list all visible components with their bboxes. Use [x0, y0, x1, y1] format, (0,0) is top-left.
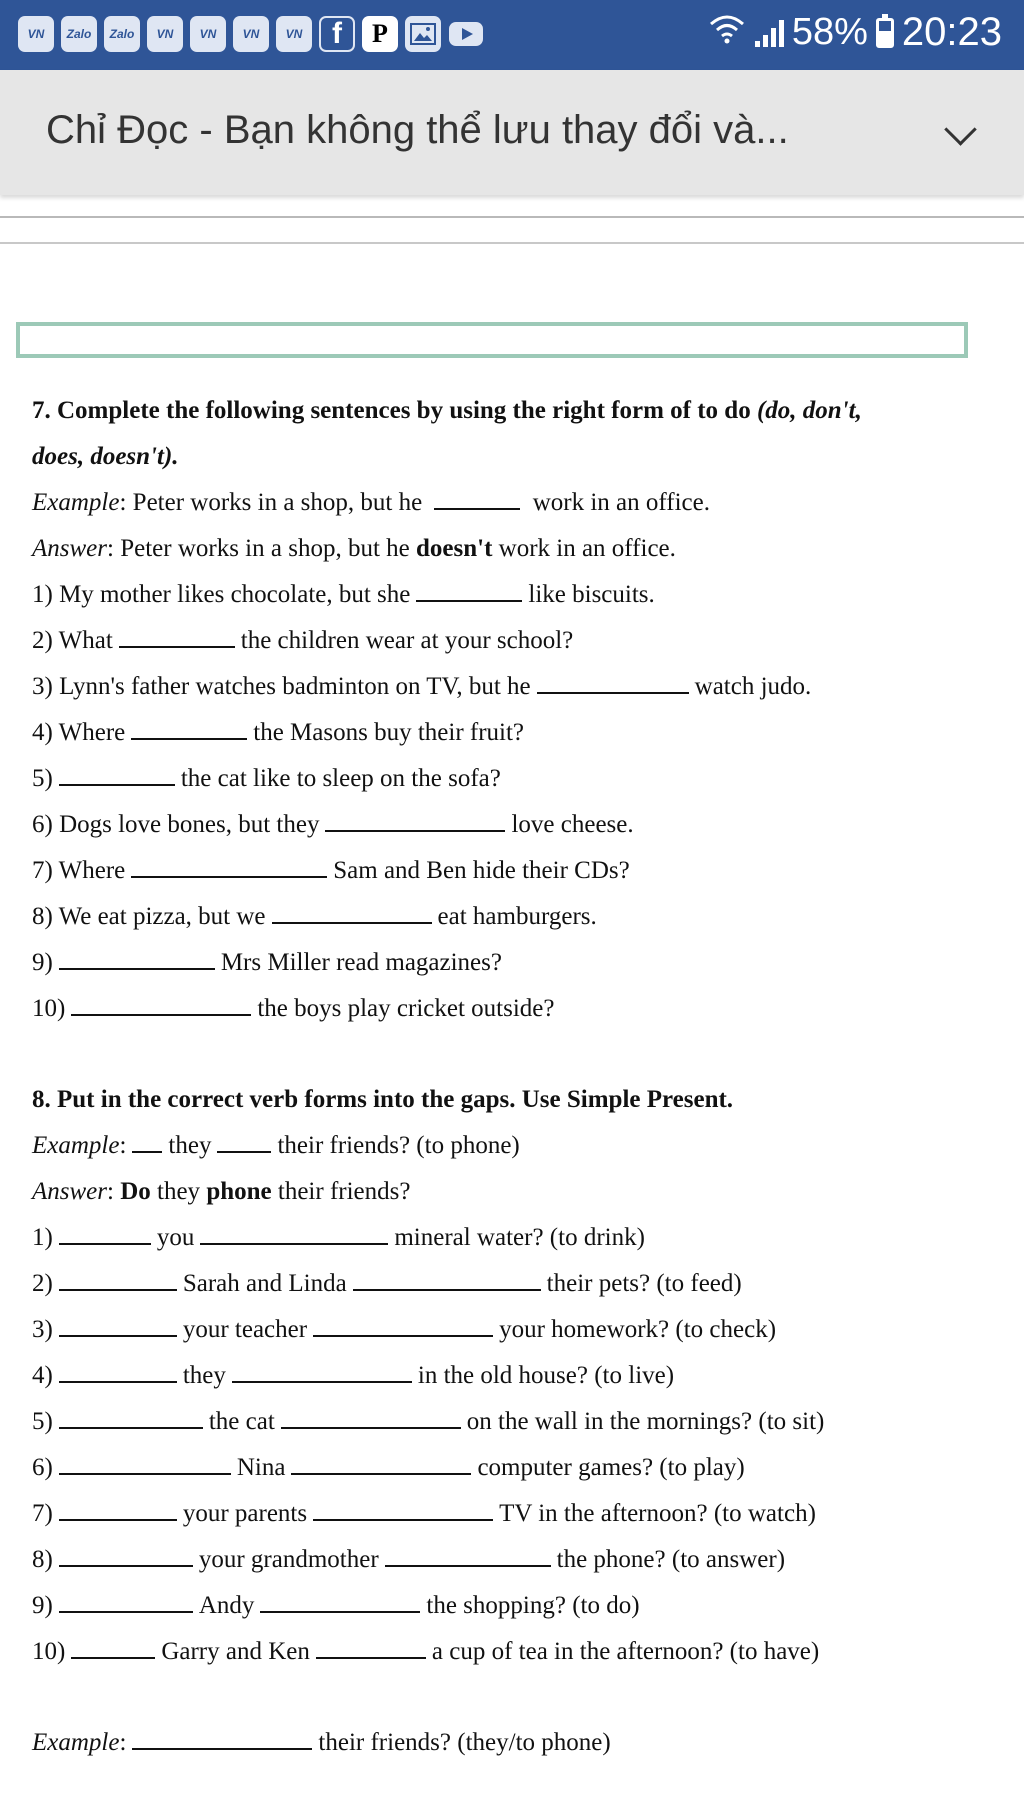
divider [0, 242, 1024, 244]
list-item: 5) the cat on the wall in the mornings? (to sit) [32, 1408, 825, 1435]
vn-news-icon: VN [147, 16, 183, 52]
battery-percentage: 58% [791, 11, 868, 53]
notification-icons [18, 16, 484, 52]
battery-icon [876, 18, 894, 48]
banner-title: Chỉ Đọc - Bạn không thể lưu thay đổi và... [46, 108, 789, 152]
text-box-border [16, 322, 968, 358]
list-item: 3) Lynn's father watches badminton on TV, but he watch judo. [32, 673, 812, 700]
list-item: 1) you mineral water? (to drink) [32, 1224, 645, 1251]
exercise-7-title: 7. Complete the following sentences by using the right form of to do (do, don't, [32, 397, 862, 424]
exercise-8-answer: Answer: Do they phone their friends? [32, 1178, 411, 1205]
status-indicators [707, 10, 1002, 55]
facebook-icon: f [319, 16, 355, 52]
vn-news-icon: VN [276, 16, 312, 52]
status-bar [0, 0, 1024, 70]
vn-news-icon: VN [233, 16, 269, 52]
list-item: 2) Sarah and Linda their pets? (to feed) [32, 1270, 742, 1297]
divider [0, 216, 1024, 218]
list-item: 2) What the children wear at your school? [32, 627, 574, 654]
read-only-banner[interactable] [0, 70, 1024, 195]
zalo-icon: Zalo [104, 16, 140, 52]
wifi-icon [707, 14, 747, 52]
zalo-icon: Zalo [61, 16, 97, 52]
list-item: 8) We eat pizza, but we eat hamburgers. [32, 903, 597, 930]
exercise-9-example: Example: their friends? (they/to phone) [32, 1729, 611, 1756]
list-item: 1) My mother likes chocolate, but she like biscuits. [32, 581, 655, 608]
list-item: 10) the boys play cricket outside? [32, 995, 555, 1022]
exercise-8-example: Example: they their friends? (to phone) [32, 1132, 520, 1159]
list-item: 6) Nina computer games? (to play) [32, 1454, 745, 1481]
vn-news-icon: VN [18, 16, 54, 52]
exercise-8-title: 8. Put in the correct verb forms into the gaps. Use Simple Present. [32, 1086, 734, 1113]
vn-news-icon: VN [190, 16, 226, 52]
signal-icon [755, 19, 784, 47]
exercise-7-title-cont: does, doesn't). [32, 443, 179, 470]
clock: 20:23 [901, 10, 1002, 54]
exercise-7-answer: Answer: Peter works in a shop, but he doesn't work in an office. [32, 535, 676, 562]
list-item: 9) Mrs Miller read magazines? [32, 949, 502, 976]
exercise-7-example: Example: Peter works in a shop, but he work in an office. [32, 489, 710, 516]
list-item: 7) your parents TV in the afternoon? (to watch) [32, 1500, 816, 1527]
list-item: 10) Garry and Ken a cup of tea in the afternoon? (to have) [32, 1638, 820, 1665]
list-item: 5) the cat like to sleep on the sofa? [32, 765, 501, 792]
list-item: 4) Where the Masons buy their fruit? [32, 719, 525, 746]
chevron-down-icon[interactable] [944, 113, 977, 146]
list-item: 6) Dogs love bones, but they love cheese. [32, 811, 634, 838]
list-item: 9) Andy the shopping? (to do) [32, 1592, 640, 1619]
list-item: 4) they in the old house? (to live) [32, 1362, 675, 1389]
youtube-icon [448, 16, 484, 52]
list-item: 8) your grandmother the phone? (to answer) [32, 1546, 786, 1573]
list-item: 3) your teacher your homework? (to check) [32, 1316, 777, 1343]
p-app-icon: P [362, 16, 398, 52]
gallery-icon [405, 16, 441, 52]
document-body [32, 388, 992, 1766]
list-item: 7) Where Sam and Ben hide their CDs? [32, 857, 630, 884]
